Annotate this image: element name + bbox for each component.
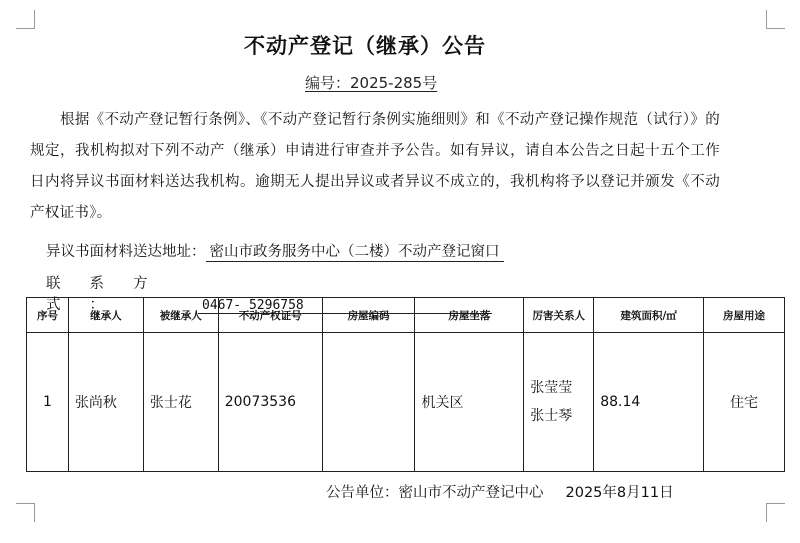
cell-decedent: 张士花: [143, 333, 218, 472]
corner-mark-bottom-right: [766, 503, 785, 522]
notice-body: 根据《不动产登记暂行条例》、《不动产登记暂行条例实施细则》和《不动产登记操作规范（试行）》的规定，我机构拟对下列不动产（继承）申请进行审查并予公告。如有异议，请自本公告之日起十五个工作日内将异议书面材料送达我机构。逾期无人提出异议或者异议不成立的，我机构将予以登记并颁发《不动产权证书》。: [30, 112, 720, 221]
cell-index: 1: [27, 333, 69, 472]
document-number: 编号：2025-285号: [305, 74, 438, 92]
objection-address-value: 密山市政务服务中心（二楼）不动产登记窗口: [206, 244, 504, 262]
header-location: 房屋坐落: [415, 298, 524, 333]
issue-date: 2025年8月11日: [565, 485, 674, 501]
corner-mark-top-left: [16, 10, 35, 29]
header-area: 建筑面积/㎡: [594, 298, 704, 333]
header-house-code: 房屋编码: [322, 298, 415, 333]
notice-title: 不动产登记（继承）公告: [244, 34, 486, 58]
contact-value: 0467- 5296758: [198, 298, 492, 314]
objection-address-line: [46, 240, 504, 261]
contact-label: 联系方式：: [46, 276, 177, 313]
cell-interested-parties: [524, 333, 594, 472]
objection-address-label: 异议书面材料送达地址：: [46, 244, 206, 260]
header-certificate-no: 不动产权证号: [218, 298, 322, 333]
cell-heir: 张尚秋: [68, 333, 143, 472]
cell-area: 88.14: [594, 333, 704, 472]
header-index: 序号: [27, 298, 69, 333]
issuer: 公告单位：密山市不动产登记中心: [326, 485, 544, 501]
cell-usage: 住宅: [704, 333, 785, 472]
inheritance-table: [26, 297, 785, 472]
cell-location: 机关区: [415, 333, 524, 472]
corner-mark-top-right: [766, 10, 785, 29]
interested-party: 张士琴: [530, 408, 573, 424]
header-interested-parties: 厉害关系人: [524, 298, 594, 333]
notice-footer: [326, 481, 674, 502]
table-header-row: [27, 298, 785, 333]
header-usage: 房屋用途: [704, 298, 785, 333]
cell-house-code: [322, 333, 415, 472]
header-decedent: 被继承人: [143, 298, 218, 333]
corner-mark-bottom-left: [16, 503, 35, 522]
table-row: [27, 333, 785, 472]
interested-party: 张莹莹: [530, 380, 573, 396]
cell-certificate-no: 20073536: [218, 333, 322, 472]
header-heir: 继承人: [68, 298, 143, 333]
